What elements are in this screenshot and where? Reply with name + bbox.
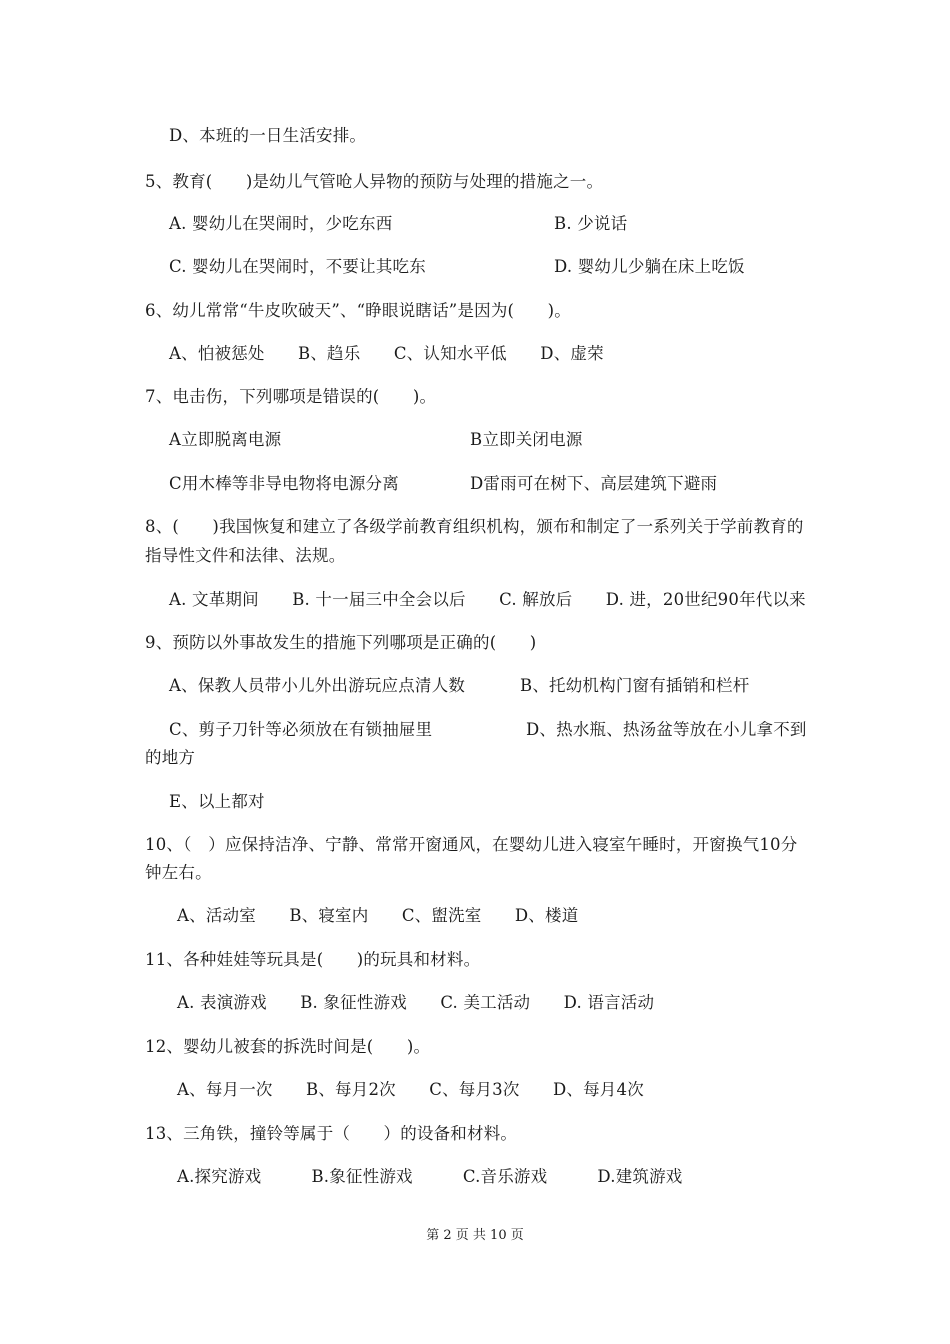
q5-stem: 5、教育( )是幼儿气管呛人异物的预防与处理的措施之一。 <box>145 172 604 191</box>
q12-stem: 12、婴幼儿被套的拆洗时间是( )。 <box>145 1037 431 1056</box>
q7-option-d: D雷雨可在树下、高层建筑下避雨 <box>470 474 718 493</box>
q11-options: A. 表演游戏 B. 象征性游戏 C. 美工活动 D. 语言活动 <box>177 993 655 1012</box>
q5-option-a: A. 婴幼儿在哭闹时，少吃东西 <box>169 214 393 233</box>
q5-option-d: D. 婴幼儿少躺在床上吃饭 <box>554 257 745 276</box>
q8-stem-line1: 8、( )我国恢复和建立了各级学前教育组织机构，颁布和制定了一系列关于学前教育的 <box>145 517 804 536</box>
q9-option-e: E、以上都对 <box>169 792 265 811</box>
q8-stem-line2: 指导性文件和法律、法规。 <box>145 546 346 565</box>
q5-option-c: C. 婴幼儿在哭闹时，不要让其吃东 <box>169 257 426 276</box>
q6-options: A、怕被惩处 B、趋乐 C、认知水平低 D、虚荣 <box>169 344 604 363</box>
q8-options: A. 文革期间 B. 十一届三中全会以后 C. 解放后 D. 进，20世纪90年代以来 <box>169 590 806 609</box>
page-footer: 第 2 页 共 10 页 <box>426 1228 524 1243</box>
q13-stem: 13、三角铁，撞铃等属于（ ）的设备和材料。 <box>145 1124 518 1143</box>
q12-options: A、每月一次 B、每月2次 C、每月3次 D、每月4次 <box>177 1080 644 1099</box>
q7-stem: 7、电击伤，下列哪项是错误的( )。 <box>145 387 437 406</box>
q9-option-d: D、热水瓶、热汤盆等放在小儿拿不到 <box>526 720 807 739</box>
q9-stem: 9、预防以外事故发生的措施下列哪项是正确的( ) <box>145 633 537 652</box>
q7-option-a: A立即脱离电源 <box>169 430 282 449</box>
q10-stem-line2: 钟左右。 <box>145 863 212 882</box>
q9-option-d-continued: 的地方 <box>145 748 196 767</box>
q10-options: A、活动室 B、寝室内 C、盥洗室 D、楼道 <box>177 906 579 925</box>
q5-option-b: B. 少说话 <box>554 214 628 233</box>
q10-stem-line1: 10、（ ）应保持洁净、宁静、常常开窗通风，在婴幼儿进入寝室午睡时，开窗换气10分 <box>145 835 798 854</box>
q9-option-a: A、保教人员带小儿外出游玩应点清人数 <box>169 676 466 695</box>
q9-option-b: B、托幼机构门窗有插销和栏杆 <box>520 676 750 695</box>
q4-option-d: D、本班的一日生活安排。 <box>169 126 367 145</box>
q7-option-b: B立即关闭电源 <box>470 430 583 449</box>
q9-option-c: C、剪子刀针等必须放在有锁抽屉里 <box>169 720 433 739</box>
q11-stem: 11、各种娃娃等玩具是( )的玩具和材料。 <box>145 950 481 969</box>
q6-stem: 6、幼儿常常“牛皮吹破天”、“睁眼说瞎话”是因为( )。 <box>145 301 571 320</box>
q13-options: A.探究游戏 B.象征性游戏 C.音乐游戏 D.建筑游戏 <box>177 1167 683 1186</box>
q7-option-c: C用木棒等非导电物将电源分离 <box>169 474 399 493</box>
